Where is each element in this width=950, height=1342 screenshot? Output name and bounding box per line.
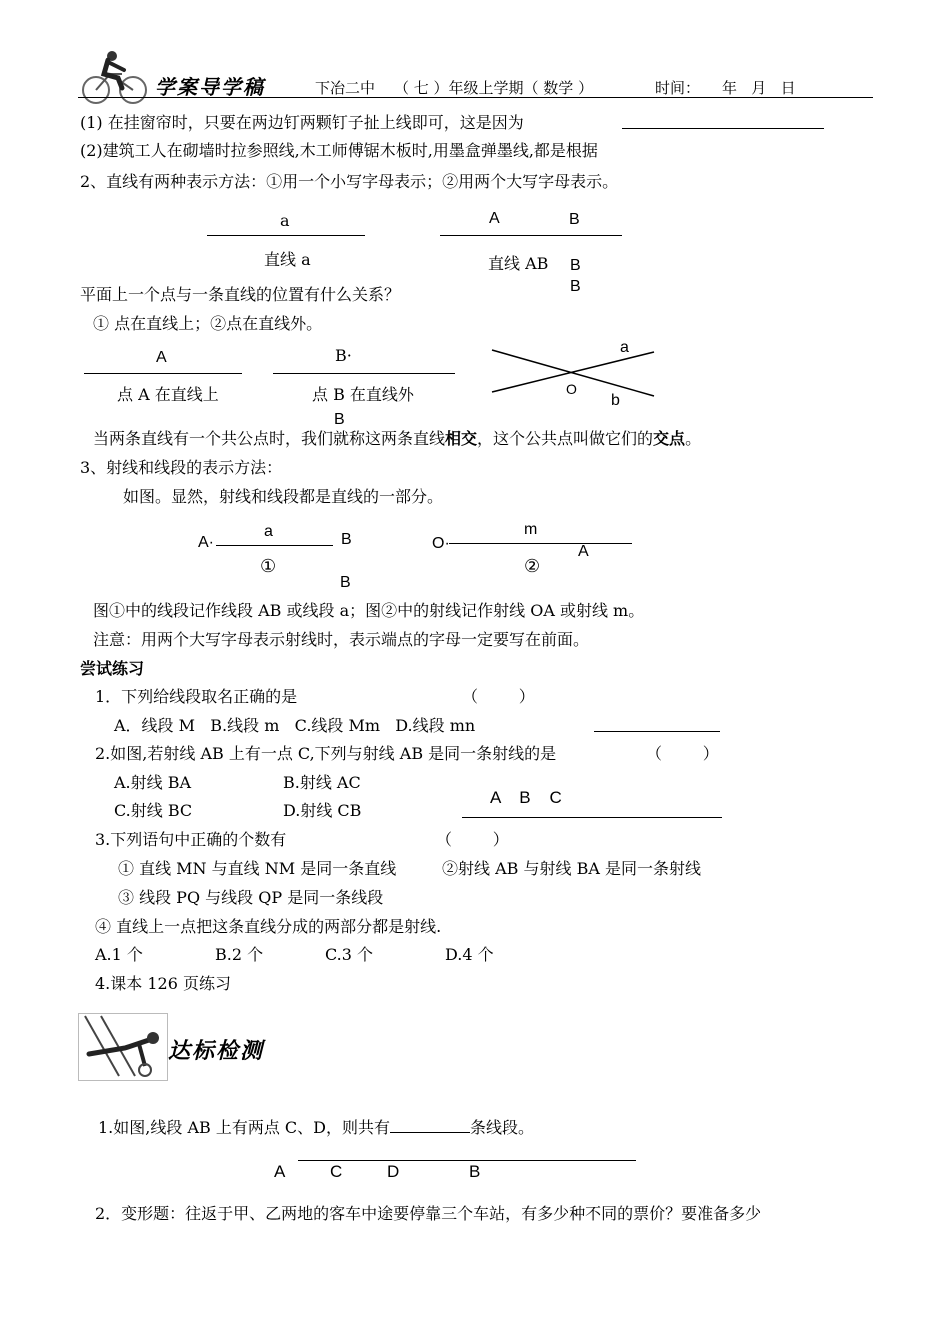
check-fig-A: A xyxy=(274,1162,286,1181)
segment-ab xyxy=(216,545,333,546)
practice-q1: 1．下列给线段取名正确的是 xyxy=(95,687,298,706)
label-B-3: B xyxy=(570,278,581,295)
grade-subject: （ 七 ）年级上学期（ 数学 ） xyxy=(394,79,594,97)
check-q2: 2．变形题：往返于甲、乙两地的客车中途要停靠三个车站，有多少种不同的票价？要准备多少 xyxy=(95,1204,762,1223)
check-q1: 1.如图,线段 AB 上有两点 C、D，则共有 条线段。 xyxy=(98,1118,535,1137)
label-point-B: B· xyxy=(335,346,352,365)
practice-q2: 2.如图,若射线 AB 上有一点 C,下列与射线 AB 是同一条射线的是 xyxy=(95,744,557,763)
practice-q3-opt-d: D.4 个 xyxy=(445,945,494,964)
section-2-heading: 2、直线有两种表示方法：①用一个小写字母表示；②用两个大写字母表示。 xyxy=(80,172,619,191)
rays-attention: 注意：用两个大写字母表示射线时，表示端点的字母一定要写在前面。 xyxy=(93,630,590,649)
ray-label-m: m xyxy=(524,521,538,538)
school-name: 下冶二中 xyxy=(315,79,376,97)
practice-q1-paren: （ ） xyxy=(462,687,535,706)
check-title: 达标检测 xyxy=(168,1038,265,1064)
intro-q2: (2)建筑工人在砌墙时拉参照线,木工师傅锯木板时,用墨盒弹墨线,都是根据 xyxy=(80,141,598,160)
label-line-a2: a xyxy=(620,339,629,356)
caption-point-off: 点 B 在直线外 xyxy=(312,385,414,404)
intro-q1: (1) 在挂窗帘时，只要在两边钉两颗钉子扯上线即可，这是因为 xyxy=(80,113,524,132)
practice-q2-opt-d: D.射线 CB xyxy=(283,801,362,820)
practice-q3-paren: （ ） xyxy=(436,830,509,849)
practice-q3-item1: ① 直线 MN 与直线 NM 是同一条直线 xyxy=(118,859,397,878)
label-B-2: B xyxy=(570,257,581,274)
practice-q1-blank xyxy=(594,731,720,732)
label-point-B-2: B xyxy=(334,411,345,428)
ray-label-O: O· xyxy=(432,535,450,552)
practice-q2-figure-line xyxy=(462,817,722,818)
practice-q3-opt-b: B.2 个 xyxy=(215,945,264,964)
time-label: 时间： xyxy=(655,79,701,97)
practice-q2-figure-labels: A B C xyxy=(490,788,562,807)
ray-om xyxy=(449,543,632,544)
practice-q2-opt-c: C.射线 BC xyxy=(114,801,193,820)
practice-q3-item4: ④ 直线上一点把这条直线分成的两部分都是射线. xyxy=(95,917,442,936)
check-fig-line xyxy=(298,1160,636,1161)
check-fig-B: B xyxy=(469,1162,481,1181)
practice-q2-opt-b: B.射线 AC xyxy=(283,773,361,792)
date-units: 年 月 日 xyxy=(722,79,796,97)
section-3-note: 如图。显然，射线和线段都是直线的一部分。 xyxy=(123,487,444,506)
line-point-off xyxy=(273,373,455,374)
check-fig-C: C xyxy=(330,1162,343,1181)
practice-q3-opt-c: C.3 个 xyxy=(325,945,374,964)
fig-num-1: ① xyxy=(260,556,277,577)
label-line-b: b xyxy=(611,392,620,409)
rays-explanation: 图①中的线段记作线段 AB 或线段 a；图②中的射线记作射线 OA 或射线 m。 xyxy=(93,601,645,620)
ray-label-A: A xyxy=(578,543,589,560)
check-fig-D: D xyxy=(387,1162,400,1181)
caption-line-a: 直线 a xyxy=(264,250,311,269)
label-point-A: A xyxy=(156,349,167,366)
caption-line-ab: 直线 AB xyxy=(488,254,549,273)
section-3-heading: 3、射线和线段的表示方法： xyxy=(80,458,283,477)
label-B: B xyxy=(569,211,580,228)
relation-question: 平面上一个点与一条直线的位置有什么关系？ xyxy=(80,285,401,304)
practice-q2-opt-a: A.射线 BA xyxy=(114,773,192,792)
practice-q3-item2: ②射线 AB 与射线 BA 是同一条射线 xyxy=(442,859,701,878)
caption-point-on: 点 A 在直线上 xyxy=(117,385,219,404)
practice-q3-item3: ③ 线段 PQ 与线段 QP 是同一条线段 xyxy=(118,888,384,907)
gymnast-logo xyxy=(78,1013,168,1081)
practice-q4: 4.课本 126 页练习 xyxy=(95,974,231,993)
logo-title: 学案导学稿 xyxy=(155,75,265,99)
practice-q3-opt-a: A.1 个 xyxy=(95,945,143,964)
intro-q1-blank xyxy=(622,128,824,129)
seg-label-B: B xyxy=(341,531,352,548)
label-a: a xyxy=(280,211,290,230)
label-O: O xyxy=(566,381,577,397)
seg-label-a: a xyxy=(264,523,273,540)
practice-title: 尝试练习 xyxy=(80,659,145,678)
practice-q3: 3.下列语句中正确的个数有 xyxy=(95,830,287,849)
label-A: A xyxy=(489,210,500,227)
line-a xyxy=(207,235,365,236)
intersection-definition: 当两条直线有一个共公点时，我们就称这两条直线相交，这个公共点叫做它们的交点。 xyxy=(93,429,702,448)
line-point-on xyxy=(84,373,242,374)
header-rule xyxy=(78,97,873,98)
fig-num-2: ② xyxy=(524,556,541,577)
seg-label-A: A· xyxy=(198,534,214,551)
practice-q2-paren: （ ） xyxy=(646,744,719,763)
relation-answer: ① 点在直线上；②点在直线外。 xyxy=(93,314,323,333)
practice-q1-options: A．线段 M B.线段 m C.线段 Mm D.线段 mn xyxy=(114,716,476,735)
seg-label-B-2: B xyxy=(340,574,351,591)
line-ab xyxy=(440,235,622,236)
